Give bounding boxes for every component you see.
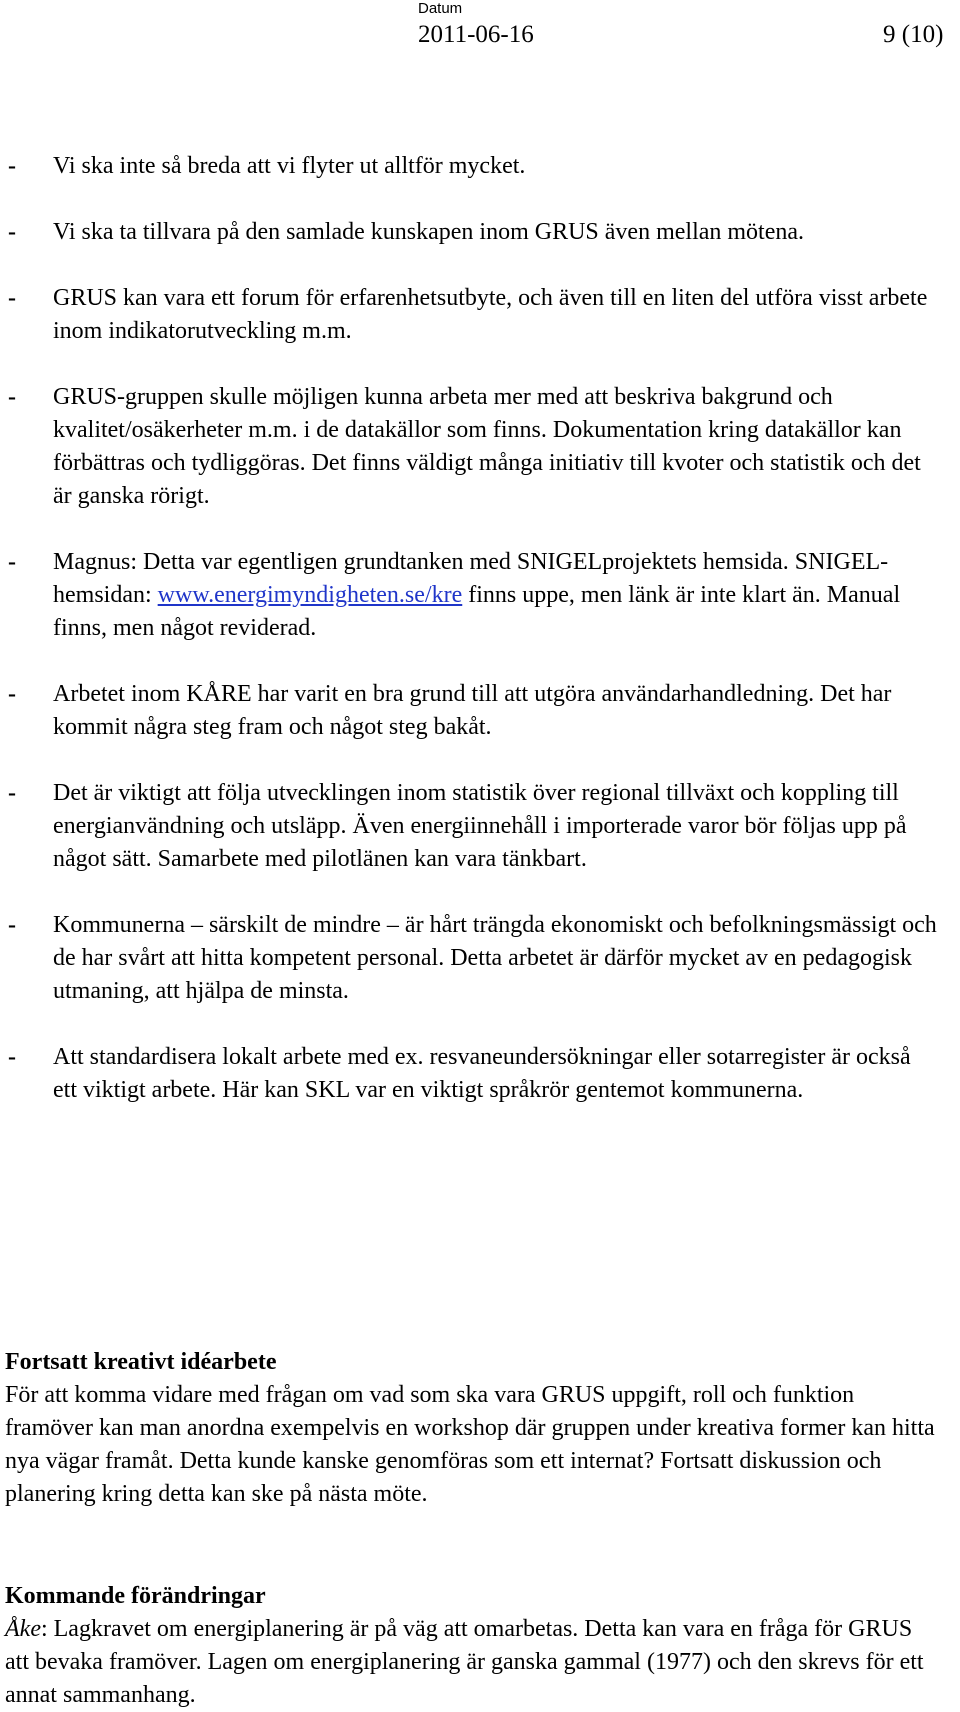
bullet-text-before-link: Magnus: Detta var egentligen grundtanken med SNIGELprojektets hemsida. SNIGEL-hemsidan: (53, 549, 889, 608)
bullet-dash: - (8, 153, 16, 179)
bullet-text: Att standardisera lokalt arbete med ex. resvaneundersökningar eller sotarregister är också ett viktigt arbete. Här kan SKL var en viktigt språkrör gentemot kommunerna. (53, 1044, 911, 1103)
bullet-item (0, 1041, 960, 1107)
bullet-text: Vi ska inte så breda att vi flyter ut alltför mycket. (53, 153, 526, 179)
page-number: 9 (10) (883, 21, 944, 48)
bullet-text: Det är viktigt att följa utvecklingen inom statistik över regional tillväxt och koppling till energianvändning och utsläpp. Även energiinnehåll i importerade varor bör följas upp på något sätt. Samarbete med pilotlänen kan vara tänkbart. (53, 780, 907, 872)
speaker-name: Åke (5, 1616, 41, 1642)
snigel-website-link[interactable]: www.energimyndigheten.se/kre (157, 582, 463, 608)
bullet-item (0, 150, 960, 183)
bullet-dash: - (8, 549, 16, 575)
section-heading: Fortsatt kreativt idéarbete (5, 1349, 277, 1375)
section-heading: Kommande förändringar (5, 1583, 266, 1609)
bullet-item (0, 678, 960, 744)
bullet-text: GRUS-gruppen skulle möjligen kunna arbeta mer med att beskriva bakgrund och kvalitet/osäkerheter m.m. i de datakällor som finns. Dokumentation kring datakällor kan förbättras och tydliggöras. Det finns väldigt många initiativ till kvoter och statistik och det är ganska rörigt. (53, 384, 921, 509)
date-label: Datum (418, 0, 463, 17)
document-date: 2011-06-16 (418, 21, 534, 48)
bullet-item (0, 777, 960, 876)
bullet-text: GRUS kan vara ett forum för erfarenhetsutbyte, och även till en liten del utföra visst arbete inom indikatorutveckling m.m. (53, 285, 928, 344)
bullet-item (0, 216, 960, 249)
bullet-dash: - (8, 384, 16, 410)
bullet-dash: - (8, 219, 16, 245)
bullet-dash: - (8, 681, 16, 707)
section-kommande-forandringar (5, 1580, 940, 1712)
bullet-text: Arbetet inom KÅRE har varit en bra grund till att utgöra användarhandledning. Det har kommit några steg fram och något steg bakåt. (53, 681, 892, 740)
bullet-item (0, 381, 960, 513)
bullet-dash: - (8, 780, 16, 806)
bullet-text: Vi ska ta tillvara på den samlade kunskapen inom GRUS även mellan mötena. (53, 219, 805, 245)
bullet-item (0, 546, 960, 645)
bullet-list (0, 150, 960, 1140)
section-body-text: : Lagkravet om energiplanering är på väg att omarbetas. Detta kan vara en fråga för GRUS att bevaka framöver. Lagen om energiplanering är ganska gammal (1977) och den skrevs för ett annat sammanhang. (5, 1616, 924, 1708)
section-body: För att komma vidare med frågan om vad som ska vara GRUS uppgift, roll och funktion framöver kan man anordna exempelvis en workshop där gruppen under kreativa former kan hitta nya vägar framåt. Detta kunde kanske genomföras som ett internat? Fortsatt diskussion och planering kring detta kan ske på nästa möte. (5, 1382, 935, 1507)
bullet-dash: - (8, 912, 16, 938)
bullet-text: Kommunerna – särskilt de mindre – är hårt trängda ekonomiskt och befolkningsmässigt och de har svårt att hitta kompetent personal. Detta arbetet är därför mycket av en pedagogisk utmaning, att hjälpa de minsta. (53, 912, 937, 1004)
bullet-dash: - (8, 1044, 16, 1070)
section-fortsatt-kreativt-idearbete (5, 1346, 940, 1511)
section-body (5, 1613, 940, 1712)
bullet-item (0, 282, 960, 348)
bullet-dash: - (8, 285, 16, 311)
bullet-item (0, 909, 960, 1008)
bullet-text-after-link: finns uppe, men länk är inte klart än. Manual finns, men något reviderad. (53, 582, 901, 641)
